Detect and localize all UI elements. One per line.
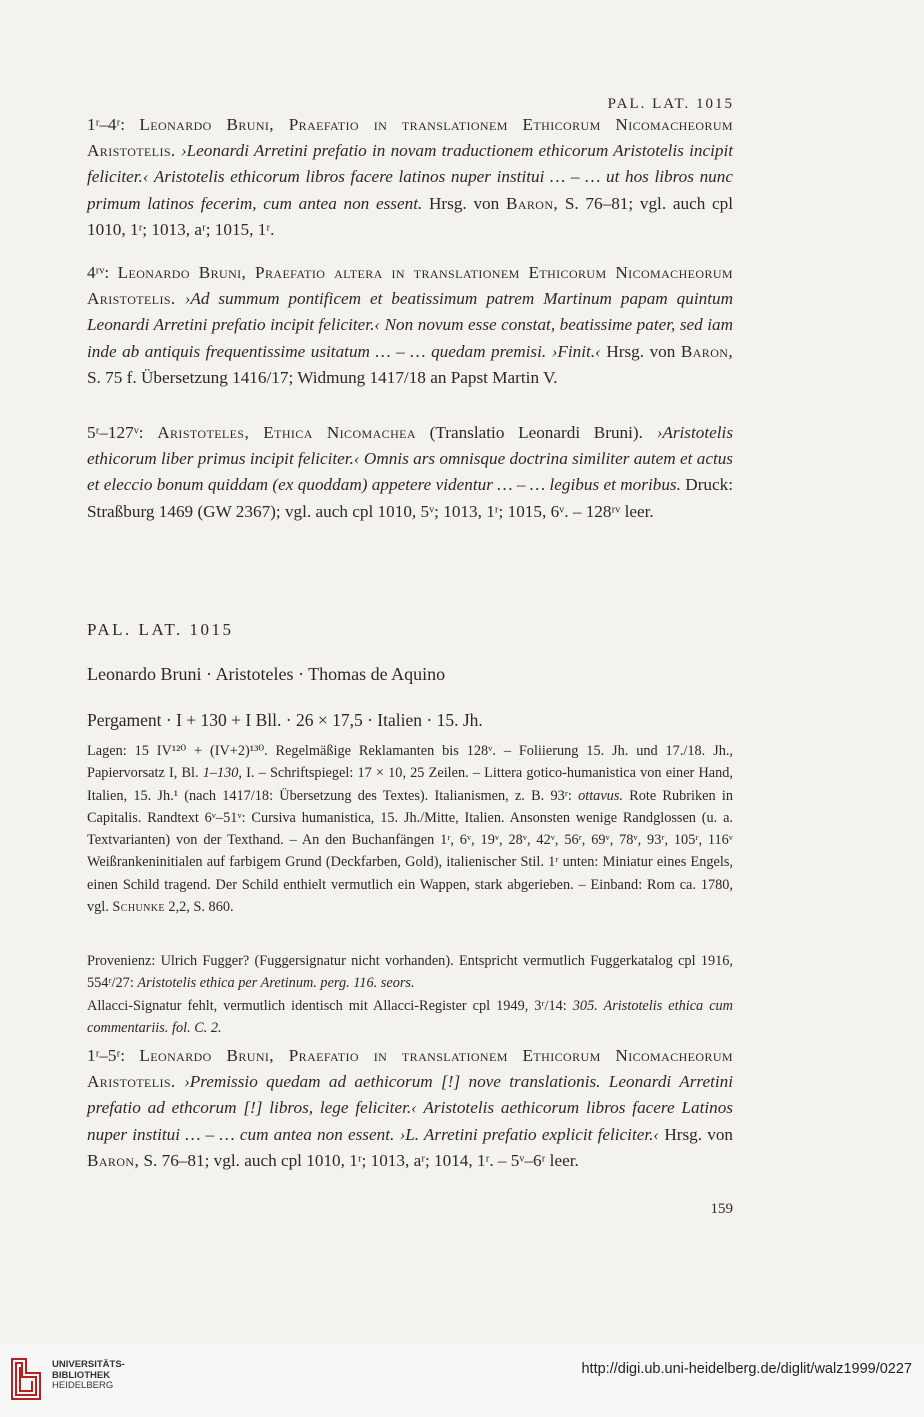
entry-3-incipit: ›Aristotelis ethicorum liber primus incipit feliciter.‹ Omnis ars omnisque doctrina similiter autem et actus et eleccio bonum quiddam (ex quoddam) appetere videntur … – … legibus et moribus. xyxy=(87,423,734,495)
entry-4-folio: 1ʳ–5ʳ: xyxy=(87,1046,126,1065)
entry-3-author-title: Aristoteles, Ethica Nicomachea xyxy=(157,423,416,442)
entry-1-editor: Baron, xyxy=(505,193,559,213)
entry-1-author-title: Leonardo Bruni, Praefatio in translationem Ethicorum Nicomacheorum Aristotelis. xyxy=(87,115,733,161)
entry-4-author-title: Leonardo Bruni, Praefatio in translationem Ethicorum Nicomacheorum Aristotelis. xyxy=(87,1046,733,1092)
description-folio-range: 1–130, xyxy=(202,765,243,782)
description-part: Rote Rubriken in Capitalis. Randtext 6ᵛ–51ᵛ: Cursiva humanistica, 15. Jh./Mitte, Italien. Ansonsten wenige Randglossen (u. a. Textvarianten) von der Texthand. – An den Buchanfängen 1ʳ, 6ᵛ, 19ᵛ, 28ᵛ, 42ᵛ, 56ʳ, 69ᵛ, 78ᵛ, 93ʳ, 105ʳ, 116ᵛ Weißrankeninitialen auf farbigem Grund (Deckfarben, Gold), italienischer Stil. 1ʳ unten: Miniatur eines Engels, einen Schild tragend. Der Schild enthielt vermutlich ein Wappen, stark abgerieben. – Einband: Rom ca. 1780, vgl. xyxy=(87,787,733,916)
entry-2-editor: Baron, xyxy=(680,341,734,361)
description-part: 2,2, S. 860. xyxy=(168,899,234,916)
entry-2-rest: S. 75 f. Übersetzung 1416/17; Widmung 1417/18 an Papst Martin V. xyxy=(87,367,558,387)
manuscript-shelfmark: PAL. LAT. 1015 xyxy=(87,620,234,639)
entry-4-incipit: ›Premissio quedam ad aethicorum [!] nove translationis. Leonardi Arretini prefatio ad ethcorum [!] libros, lege feliciter.‹ Aristotelis aethicorum libros facere Latinos nuper institui … – … cum antea non essent. ›L. Arretini prefatio explicit feliciter.‹ xyxy=(87,1072,734,1144)
entry-2-folio: 4ʳᵛ: xyxy=(87,263,110,282)
entry-1 xyxy=(87,112,733,243)
library-name[interactable] xyxy=(52,1360,125,1392)
entry-3 xyxy=(87,420,733,525)
description-part: I. – Schriftspiegel: 17 × 10, 25 Zeilen. – Littera gotico-humanistica von einer Hand, Italien, 15. Jh.¹ (nach 1417/18: Übersetzung des Textes). Italianismen, z. B. 93ʳ: xyxy=(87,765,733,804)
provenance-catalog-entry: Aristotelis ethica per Aretinum. perg. 116. seors. xyxy=(137,975,415,992)
entry-2-reference: Hrsg. von xyxy=(606,341,676,361)
entry-1-pages: S. 76–81; vgl. auch cpl 1010, 1ʳ; 1013, aʳ; 1015, 1ʳ. xyxy=(87,193,734,239)
entry-3-translation: (Translatio Leonardi Bruni). xyxy=(429,423,643,442)
description-example: ottavus. xyxy=(578,787,623,804)
entry-4 xyxy=(87,1043,733,1174)
running-head: PAL. LAT. 1015 xyxy=(607,96,734,112)
entry-1-reference: Hrsg. von xyxy=(429,193,500,213)
library-name-line2: BIBLIOTHEK xyxy=(52,1369,111,1381)
manuscript-physical: Pergament · I + 130 + I Bll. · 26 × 17,5 · Italien · 15. Jh. xyxy=(87,710,483,730)
manuscript-provenance xyxy=(87,950,733,1039)
provenance-register-entry: 305. Aristotelis ethica cum commentariis. fol. C. 2. xyxy=(87,997,734,1036)
entry-2 xyxy=(87,260,733,391)
library-logo-icon xyxy=(8,1355,44,1403)
entry-4-editor: Baron, xyxy=(87,1150,140,1170)
entry-3-folio: 5ʳ–127ᵛ: xyxy=(87,423,144,442)
manuscript-description xyxy=(87,740,733,918)
library-name-line1: UNIVERSITÄTS- xyxy=(52,1359,125,1370)
entry-2-author-title: Leonardo Bruni, Praefatio altera in translationem Ethicorum Nicomacheorum Aristotelis. xyxy=(87,263,733,309)
manuscript-authors: Leonardo Bruni · Aristoteles · Thomas de Aquino xyxy=(87,664,446,684)
entry-1-folio: 1ʳ–4ʳ: xyxy=(87,115,126,134)
library-name-line3: HEIDELBERG xyxy=(52,1380,114,1392)
page-number: 159 xyxy=(710,1201,733,1217)
entry-2-incipit: ›Ad summum pontificem et beatissimum patrem Martinum papam quintum Leonardi Arretini prefatio incipit feliciter.‹ Non novum esse constat, beatissime pater, sed iam inde ab antiquis frequentissime usitatum … – … quedam premisi. ›Finit.‹ xyxy=(87,289,733,361)
entry-3-rest: Druck: Straßburg 1469 (GW 2367); vgl. auch cpl 1010, 5ᵛ; 1013, 1ʳ; 1015, 6ᵛ. – 128ʳᵛ leer. xyxy=(87,475,734,521)
footer-bar xyxy=(0,1344,924,1417)
entry-1-incipit: ›Leonardi Arretini prefatio in novam traductionem ethicorum Aristotelis incipit feliciter.‹ Aristotelis ethicorum libros facere latinos nuper institui … – … ut hos libros nunc primum latinos fecerim, cum antea non essent. xyxy=(87,141,733,213)
entry-4-reference: Hrsg. von xyxy=(664,1124,734,1144)
provenance-part: Provenienz: Ulrich Fugger? (Fuggersignatur nicht vorhanden). Entspricht vermutlich Fuggerkatalog cpl 1916, 554ʳ/27: xyxy=(87,953,733,992)
provenance-part: Allacci-Signatur fehlt, vermutlich identisch mit Allacci-Register cpl 1949, 3ʳ/14: xyxy=(87,997,567,1014)
description-author-ref: Schunke xyxy=(112,899,165,916)
entry-4-rest: S. 76–81; vgl. auch cpl 1010, 1ʳ; 1013, aʳ; 1014, 1ʳ. – 5ᵛ–6ʳ leer. xyxy=(143,1150,579,1170)
source-url-link[interactable]: http://digi.ub.uni-heidelberg.de/diglit/walz1999/0227 xyxy=(581,1361,912,1377)
description-part: Lagen: 15 IV¹²⁰ + (IV+2)¹³⁰. Regelmäßige Reklamanten bis 128ᵛ. – Foliierung 15. Jh. und 17./18. Jh., Papiervorsatz I, Bl. xyxy=(87,743,733,782)
